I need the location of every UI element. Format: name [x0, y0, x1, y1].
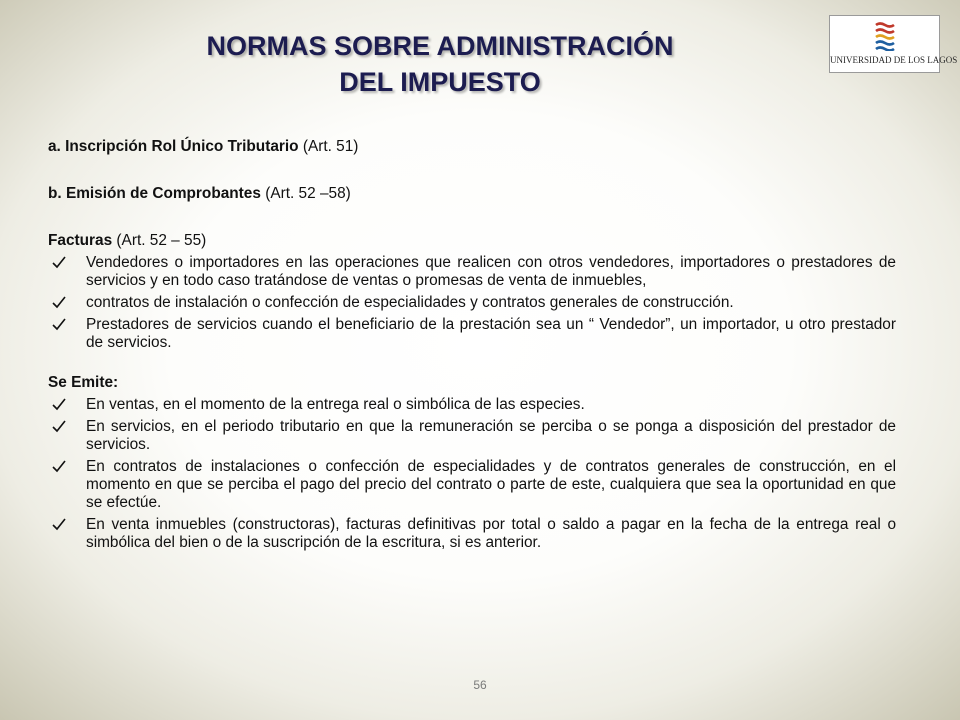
slide-title — [120, 28, 760, 100]
item-a — [48, 138, 896, 156]
page-number: 56 — [473, 678, 487, 692]
checkmark-icon — [52, 398, 66, 411]
item-b-ref: (Art. 52 –58) — [260, 185, 351, 202]
checkmark-icon — [52, 420, 66, 433]
facturas-bold: Facturas — [48, 232, 113, 249]
list-item-text: En ventas, en el momento de la entrega real o simbólica de las especies. — [86, 396, 585, 413]
item-b-bold: b. Emisión de Comprobantes — [48, 185, 261, 202]
list-item — [48, 316, 896, 352]
list-item — [48, 396, 896, 414]
slide-body — [48, 138, 896, 556]
checkmark-icon — [52, 318, 66, 331]
se-emite-list — [48, 396, 896, 552]
checkmark-icon — [52, 518, 66, 531]
university-logo — [829, 15, 958, 73]
se-emite-heading — [48, 374, 896, 392]
list-item-text: Prestadores de servicios cuando el beneficiario de la prestación sea un “ Vendedor”, un importador, u otro prestador de servicios. — [86, 316, 896, 351]
list-item — [48, 418, 896, 454]
logo-text: UNIVERSIDAD DE LOS LAGOS — [830, 55, 958, 65]
list-item — [48, 294, 896, 312]
list-item-text: En venta inmuebles (constructoras), facturas definitivas por total o saldo a pagar en la fecha de la entrega real o simbólica del bien o de la suscripción de la escritura, si es anterior. — [86, 516, 896, 551]
list-item — [48, 254, 896, 290]
university-emblem-icon — [874, 21, 896, 51]
facturas-heading — [48, 232, 896, 250]
title-line-2: DEL IMPUESTO — [339, 67, 541, 97]
facturas-ref: (Art. 52 – 55) — [112, 232, 207, 249]
list-item-text: Vendedores o importadores en las operaciones que realicen con otros vendedores, importadores o prestadores de servicios y en todo caso tratándose de ventas o promesas de venta de inmuebles, — [86, 254, 896, 289]
list-item-text: contratos de instalación o confección de especialidades y contratos generales de construcción. — [86, 294, 734, 311]
list-item-text: En servicios, en el periodo tributario en que la remuneración se perciba o se ponga a disposición del prestador de servicios. — [86, 418, 896, 453]
item-a-bold: a. Inscripción Rol Único Tributario — [48, 138, 299, 155]
facturas-list — [48, 254, 896, 352]
item-a-ref: (Art. 51) — [298, 138, 359, 155]
checkmark-icon — [52, 460, 66, 473]
list-item-text: En contratos de instalaciones o confección de especialidades y de contratos generales de construcción, en el momento en que se perciba el pago del precio del contrato o parte de este, cualquiera que sea la oportunidad en que se efectúe. — [86, 458, 896, 511]
list-item — [48, 516, 896, 552]
list-item — [48, 458, 896, 512]
checkmark-icon — [52, 296, 66, 309]
checkmark-icon — [52, 256, 66, 269]
title-line-1: NORMAS SOBRE ADMINISTRACIÓN — [206, 31, 674, 61]
item-b — [48, 185, 896, 203]
se-emite-bold: Se Emite: — [48, 374, 119, 391]
